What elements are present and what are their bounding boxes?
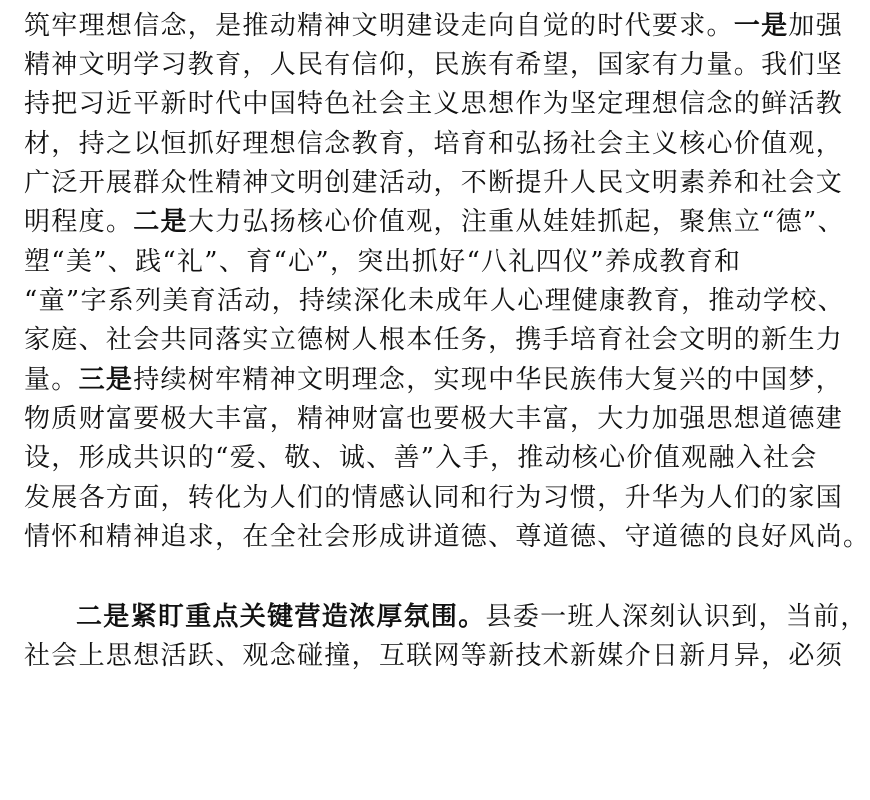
- text-run: 材，持之以恒抓好理想信念教育，培育和弘扬社会主义核心价值观，: [24, 129, 844, 159]
- text-run: 设，形成共识的“爱、敬、诚、善”入手，推动核心价值观融入社会: [24, 443, 818, 473]
- text-run: 物质财富要极大丰富，精神财富也要极大丰富，大力加强思想道德建: [24, 404, 844, 434]
- text-line: [24, 320, 844, 360]
- text-line: [24, 636, 844, 676]
- text-line: [24, 399, 844, 439]
- text-line: [24, 517, 870, 557]
- text-line: [76, 597, 868, 637]
- text-run: 情怀和精神追求，在全社会形成讲道德、尊道德、守道德的良好风尚。: [24, 522, 870, 552]
- text-run: 大力弘扬核心价值观，注重从娃娃抓起，聚焦立“德”、: [187, 207, 845, 237]
- text-line: [24, 202, 845, 242]
- text-run: 广泛开展群众性精神文明创建活动，不断提升人民文明素养和社会文: [24, 168, 844, 198]
- text-line: [24, 45, 844, 85]
- text-run: 社会上思想活跃、观念碰撞，互联网等新技术新媒介日新月异，必须: [24, 641, 844, 671]
- text-run: 持把习近平新时代中国特色社会主义思想作为坚定理想信念的鲜活教: [24, 89, 844, 119]
- text-run: 明程度。: [24, 207, 134, 237]
- text-run: 县委一班人深刻认识到，当前，: [485, 602, 868, 632]
- text-line: [24, 281, 845, 321]
- bold-text: 三是: [78, 365, 134, 395]
- text-run: 家庭、社会共同落实立德树人根本任务，携手培育社会文明的新生力: [24, 325, 844, 355]
- text-line: [24, 163, 844, 203]
- bold-text: 二是: [133, 207, 188, 237]
- text-run: 精神文明学习教育，人民有信仰，民族有希望，国家有力量。我们坚: [24, 50, 844, 80]
- text-run: “童”字系列美育活动，持续深化未成年人心理健康教育，推动学校、: [24, 286, 845, 316]
- text-run: 持续树牢精神文明理念，实现中华民族伟大复兴的中国梦，: [133, 365, 844, 395]
- bold-text: 二是紧盯重点关键营造浓厚氛围。: [76, 602, 486, 632]
- text-line: [24, 84, 844, 124]
- text-line: [24, 242, 784, 282]
- text-run: 发展各方面，转化为人们的情感认同和行为习惯，升华为人们的家国: [24, 483, 844, 513]
- text-run: 量。: [24, 365, 79, 395]
- text-line: [24, 6, 844, 46]
- text-line: [24, 478, 844, 518]
- text-line: [24, 360, 844, 400]
- text-line: [24, 438, 818, 478]
- text-run: 筑牢理想信念，是推动精神文明建设走向自觉的时代要求。: [24, 11, 734, 41]
- text-line: [24, 124, 844, 164]
- text-run: 塑“美”、践“礼”、育“心”，突出抓好“八礼四仪”养成教育和: [24, 247, 742, 277]
- bold-text: 一是: [733, 11, 789, 41]
- text-run: 加强: [788, 11, 844, 41]
